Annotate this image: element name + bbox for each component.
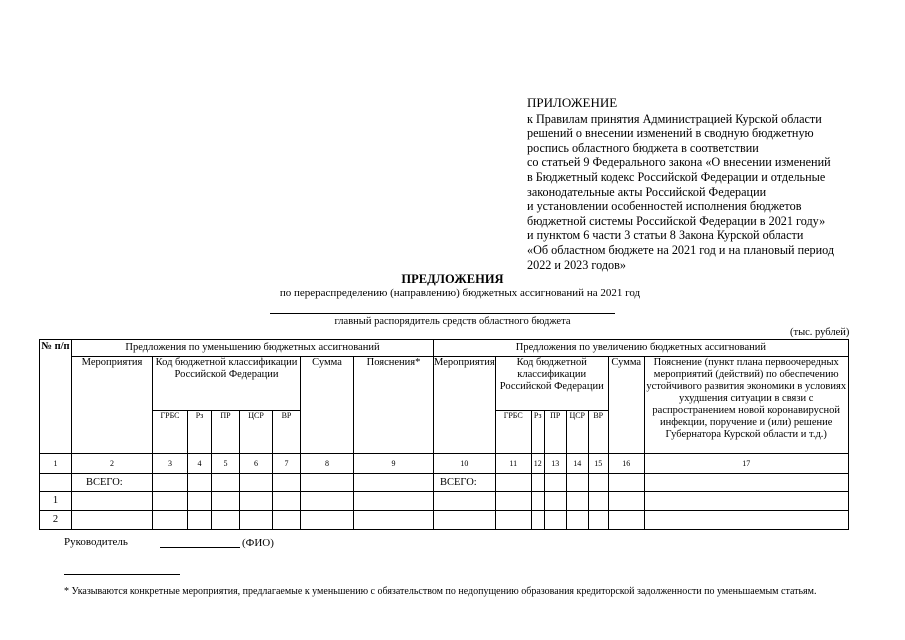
inc-sub-vr: ВР: [588, 411, 608, 454]
dec-sub-rz: Рз: [188, 411, 212, 454]
col-number-header: № п/п: [40, 340, 72, 454]
cell: [273, 492, 301, 511]
cell: [495, 474, 531, 492]
appendix-line: 2022 и 2023 годов»: [527, 257, 626, 272]
inc-sum-header: Сумма: [608, 357, 644, 454]
col-num: 11: [495, 454, 531, 474]
col-num: 17: [644, 454, 848, 474]
manager-label: Руководитель: [64, 536, 128, 548]
col-num: 8: [301, 454, 354, 474]
proposals-table: [39, 339, 849, 530]
total-label-increase: ВСЕГО:: [434, 474, 496, 492]
inc-sub-rz: Рз: [531, 411, 544, 454]
cell: [434, 492, 496, 511]
cell: [531, 474, 544, 492]
cell: [566, 474, 588, 492]
inc-sub-pr: ПР: [544, 411, 566, 454]
dec-sub-csr: ЦСР: [240, 411, 273, 454]
cell: [301, 474, 354, 492]
inc-events-header: Мероприятия: [434, 357, 496, 454]
col-num: 4: [188, 454, 212, 474]
inc-code-header: Код бюджетной классификации Российской Федерации: [495, 357, 608, 411]
cell: [531, 511, 544, 530]
dec-notes-header: Пояснения*: [354, 357, 434, 454]
dec-events-header: Мероприятия: [72, 357, 153, 454]
units-label: (тыс. рублей): [790, 327, 850, 338]
cell: [153, 474, 188, 492]
cell: [212, 511, 240, 530]
cell: [566, 511, 588, 530]
appendix-title: ПРИЛОЖЕНИЕ: [527, 95, 618, 110]
cell: [72, 492, 153, 511]
cell: [544, 511, 566, 530]
cell: [354, 511, 434, 530]
col-num: 16: [608, 454, 644, 474]
inc-sub-grbs: ГРБС: [495, 411, 531, 454]
appendix-line: и пунктом 6 части 3 статьи 8 Закона Курской области: [527, 228, 804, 243]
cell: [301, 511, 354, 530]
cell: [301, 492, 354, 511]
cell: [153, 511, 188, 530]
document-subtitle: по перераспределению (направлению) бюджетных ассигнований на 2021 год: [279, 287, 641, 299]
cell: [588, 474, 608, 492]
cell: [212, 492, 240, 511]
cell: [354, 474, 434, 492]
dec-sub-vr: ВР: [273, 411, 301, 454]
col-num: 7: [273, 454, 301, 474]
cell: [608, 511, 644, 530]
col-num: 2: [72, 454, 153, 474]
col-num: 13: [544, 454, 566, 474]
dec-sub-grbs: ГРБС: [153, 411, 188, 454]
footnote-separator: [64, 574, 180, 575]
dec-sub-pr: ПР: [212, 411, 240, 454]
cell: [72, 511, 153, 530]
appendix-line: законодательные акты Российской Федерации: [527, 184, 767, 199]
footnote-text: * Указываются конкретные мероприятия, предлагаемые к уменьшению с обязательством по недопущению образования кредиторской задолженности по уменьшаемым статьям.: [64, 586, 817, 597]
col-num: 5: [212, 454, 240, 474]
cell: [188, 492, 212, 511]
col-num: 6: [240, 454, 273, 474]
cell: [608, 492, 644, 511]
inc-explanation-header: Пояснение (пункт плана первоочередных мероприятий (действий) по обеспечению устойчивого развития экономики в условиях ухудшения ситуации в связи с распространением новой коронавирусной инфекции, поручение и (или) решение Губернатора Курской области и т.д.): [644, 357, 848, 454]
appendix-line: и установлении особенностей исполнения бюджетов: [527, 199, 802, 214]
total-label-decrease: ВСЕГО:: [72, 474, 153, 492]
cell: [354, 492, 434, 511]
row-number: 2: [40, 511, 72, 530]
cell: [495, 492, 531, 511]
cell: [273, 474, 301, 492]
dec-sum-header: Сумма: [301, 357, 354, 454]
cell: [531, 492, 544, 511]
col-num: 10: [434, 454, 496, 474]
appendix-line: роспись областного бюджета в соответствии: [527, 140, 759, 155]
appendix-line: «Об областном бюджете на 2021 год и на плановый период: [527, 242, 835, 257]
cell: [608, 474, 644, 492]
cell: [40, 474, 72, 492]
fio-label: (ФИО): [242, 537, 274, 549]
decrease-header: Предложения по уменьшению бюджетных ассигнований: [72, 340, 434, 357]
inc-sub-csr: ЦСР: [566, 411, 588, 454]
cell: [644, 492, 848, 511]
cell: [273, 511, 301, 530]
appendix-line: со статьей 9 Федерального закона «О внесении изменений: [527, 155, 831, 170]
appendix-line: к Правилам принятия Администрацией Курской области: [527, 111, 822, 126]
grbs-label: главный распорядитель средств областного бюджета: [334, 316, 571, 327]
col-num: 14: [566, 454, 588, 474]
appendix-block: [527, 96, 887, 272]
cell: [240, 511, 273, 530]
dec-code-header: Код бюджетной классификации Российской Федерации: [153, 357, 301, 411]
cell: [544, 474, 566, 492]
document-title: ПРЕДЛОЖЕНИЯ: [401, 272, 504, 286]
cell: [495, 511, 531, 530]
appendix-line: бюджетной системы Российской Федерации в 2021 году»: [527, 213, 826, 228]
cell: [644, 474, 848, 492]
increase-header: Предложения по увеличению бюджетных ассигнований: [434, 340, 849, 357]
cell: [588, 511, 608, 530]
col-num: 12: [531, 454, 544, 474]
appendix-line: в Бюджетный кодекс Российской Федерации и отдельные: [527, 169, 826, 184]
col-num: 1: [40, 454, 72, 474]
cell: [434, 511, 496, 530]
col-num: 3: [153, 454, 188, 474]
col-num: 15: [588, 454, 608, 474]
cell: [153, 492, 188, 511]
grbs-underline: [270, 313, 615, 314]
row-number: 1: [40, 492, 72, 511]
cell: [588, 492, 608, 511]
cell: [188, 474, 212, 492]
cell: [240, 474, 273, 492]
cell: [188, 511, 212, 530]
signature-line: [160, 547, 240, 548]
col-num: 9: [354, 454, 434, 474]
cell: [240, 492, 273, 511]
cell: [544, 492, 566, 511]
cell: [644, 511, 848, 530]
cell: [212, 474, 240, 492]
cell: [566, 492, 588, 511]
appendix-line: решений о внесении изменений в сводную бюджетную: [527, 126, 814, 141]
